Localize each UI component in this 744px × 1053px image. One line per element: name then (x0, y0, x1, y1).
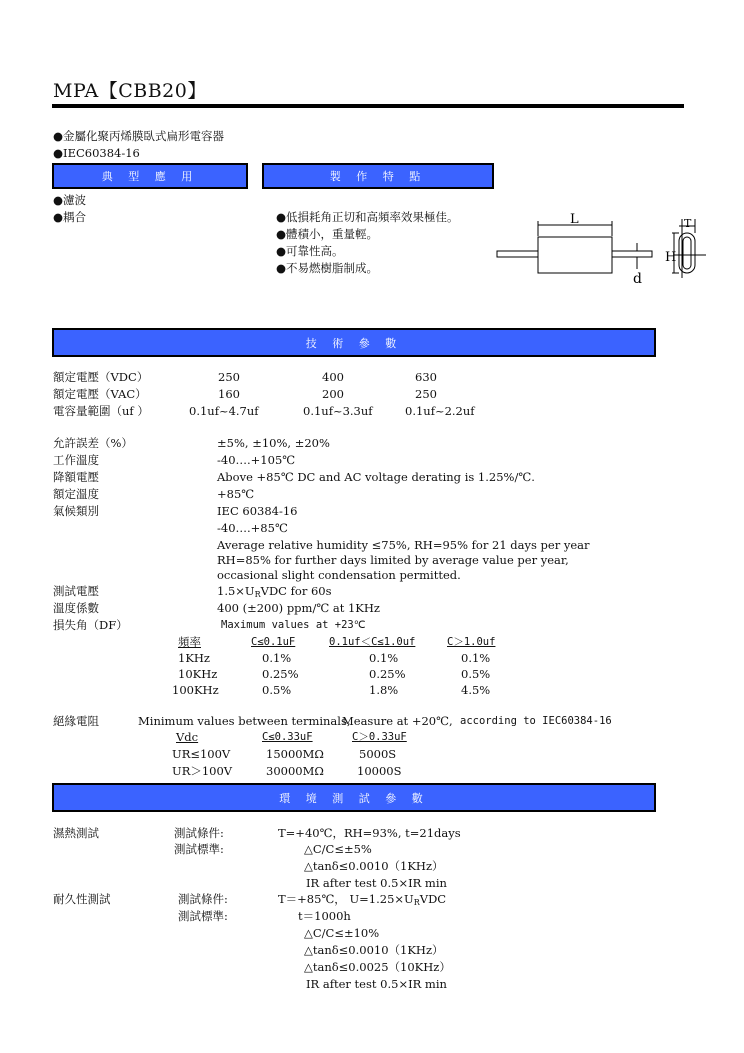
df-cell: 1.8% (369, 683, 399, 697)
env-test-label: 耐久性測試 (53, 892, 111, 906)
capacitor-dimension-diagram (494, 206, 710, 290)
df-header: 0.1uf＜C≤1.0uf (329, 636, 416, 648)
env-standard-value: IR after test 0.5×IR min (306, 977, 447, 991)
spec-value: -40….+105℃ (217, 453, 296, 467)
env-standard-value: △tanδ≤0.0025（10KHz） (304, 960, 451, 974)
spec-value: ±5%, ±10%, ±20% (217, 436, 330, 450)
title-rule (52, 104, 684, 108)
df-cell: 0.5% (461, 667, 491, 681)
rating-value: 630 (415, 370, 437, 384)
rating-label: 額定電壓（VAC） (53, 387, 147, 401)
df-cell: 1KHz (178, 651, 210, 665)
df-cell: 10KHz (178, 667, 218, 681)
insulation-note: Minimum values between terminals, (138, 714, 351, 728)
insulation-header: C≤0.33uF (262, 731, 313, 743)
env-condition-label: 測試條件: (174, 826, 224, 840)
application-item: ●濾波 (53, 193, 87, 207)
spec-label: 降額電壓 (53, 470, 99, 484)
rating-value: 0.1uf~4.7uf (189, 404, 259, 418)
rating-value: 200 (322, 387, 344, 401)
env-test-label: 濕熱測試 (53, 826, 99, 840)
insulation-note: Measure at +20℃, (342, 714, 453, 728)
rating-value: 400 (322, 370, 344, 384)
section-environmental-tests: 環 境 測 試 參 數 (52, 783, 656, 812)
df-header: C＞1.0uf (447, 636, 496, 648)
spec-label: 工作溫度 (53, 453, 99, 467)
spec-value: Average relative humidity ≤75%, RH=95% for 21 days per year (217, 538, 590, 552)
env-standard-value: △tanδ≤0.0010（1KHz） (304, 859, 444, 873)
env-standard-value: △tanδ≤0.0010（1KHz） (304, 943, 444, 957)
spec-label: 額定溫度 (53, 487, 99, 501)
page-title: MPA【CBB20】 (53, 80, 207, 102)
spec-value: IEC 60384-16 (217, 504, 298, 518)
feature-item: ●體積小，重量輕。 (276, 227, 379, 241)
insulation-label: 絕緣電阻 (53, 714, 99, 728)
dimension-label-l: L (570, 212, 579, 227)
insulation-header: Vdc (176, 730, 199, 744)
rating-label: 額定電壓（VDC） (53, 370, 149, 384)
df-cell: 0.1% (461, 651, 491, 665)
spec-value: RH=85% for further days limited by average value per year, (217, 553, 569, 567)
env-condition-label: 測試條件: (178, 892, 228, 906)
section-applications: 典 型 應 用 (52, 163, 248, 189)
insulation-cell: 30000MΩ (266, 764, 324, 778)
insulation-cell: 15000MΩ (266, 747, 324, 761)
insulation-note: according to IEC60384-16 (460, 715, 612, 727)
df-header: 頻率 (178, 635, 201, 649)
insulation-cell: 10000S (357, 764, 402, 778)
insulation-header: C＞0.33uF (352, 731, 407, 743)
spec-label: 氣候類別 (53, 504, 99, 518)
env-condition-value: T=+40℃，RH=93%, t=21days (278, 826, 461, 840)
spec-value: +85℃ (217, 487, 255, 501)
spec-label: 測試電壓 (53, 584, 99, 598)
spec-label: 損失角（DF） (53, 618, 128, 632)
rating-label: 電容量範圍（uf ） (53, 404, 149, 418)
product-description: ●金屬化聚丙烯膜臥式扁形電容器 (53, 129, 225, 143)
feature-item: ●不易燃樹脂制成。 (276, 261, 379, 275)
df-header: C≤0.1uF (251, 636, 296, 648)
env-standard-label: 測試標準: (174, 842, 224, 856)
section-features: 製 作 特 點 (262, 163, 494, 189)
df-note: Maximum values at +23℃ (221, 619, 366, 631)
dimension-label-h: H (665, 250, 677, 265)
spec-value: occasional slight condensation permitted. (217, 568, 461, 582)
df-cell: 100KHz (172, 683, 219, 697)
insulation-cell: UR≤100V (172, 747, 231, 761)
env-standard-value: IR after test 0.5×IR min (306, 876, 447, 890)
standard-reference: ●IEC60384-16 (53, 146, 140, 160)
spec-value: $1.5\times U_RVDC$ for 60s (217, 584, 332, 599)
rating-value: 160 (218, 387, 240, 401)
env-standard-value: △C/C≤±10% (304, 926, 380, 940)
env-standard-value: △C/C≤±5% (304, 842, 372, 856)
rating-value: 250 (218, 370, 240, 384)
application-item: ●耦合 (53, 210, 87, 224)
insulation-cell: 5000S (359, 747, 397, 761)
df-cell: 4.5% (461, 683, 491, 697)
spec-label: 允許誤差（%） (53, 436, 133, 450)
df-cell: 0.5% (262, 683, 292, 697)
dimension-label-d: d (633, 271, 642, 287)
feature-item: ●可靠性高。 (276, 244, 344, 258)
feature-item: ●低損耗角正切和高頻率效果極佳。 (276, 210, 459, 224)
env-standard-label: 測試標準: (178, 909, 228, 923)
df-cell: 0.1% (262, 651, 292, 665)
rating-value: 0.1uf~2.2uf (405, 404, 475, 418)
env-standard-value: t＝1000h (298, 909, 351, 923)
df-cell: 0.1% (369, 651, 399, 665)
df-cell: 0.25% (262, 667, 299, 681)
spec-label: 溫度係數 (53, 601, 99, 615)
env-condition-value: T＝+85℃， $U=1.25\times U_RVDC$ (278, 892, 447, 907)
spec-value: Above +85℃ DC and AC voltage derating is 1.25%/℃. (217, 470, 535, 484)
rating-value: 250 (415, 387, 437, 401)
section-technical-parameters: 技 術 參 數 (52, 328, 656, 357)
rating-value: 0.1uf~3.3uf (303, 404, 373, 418)
df-cell: 0.25% (369, 667, 406, 681)
insulation-cell: UR＞100V (172, 764, 233, 778)
spec-value: -40….+85℃ (217, 521, 288, 535)
dimension-label-t: T (684, 217, 692, 230)
spec-value: 400 (±200) ppm/℃ at 1KHz (217, 601, 380, 615)
